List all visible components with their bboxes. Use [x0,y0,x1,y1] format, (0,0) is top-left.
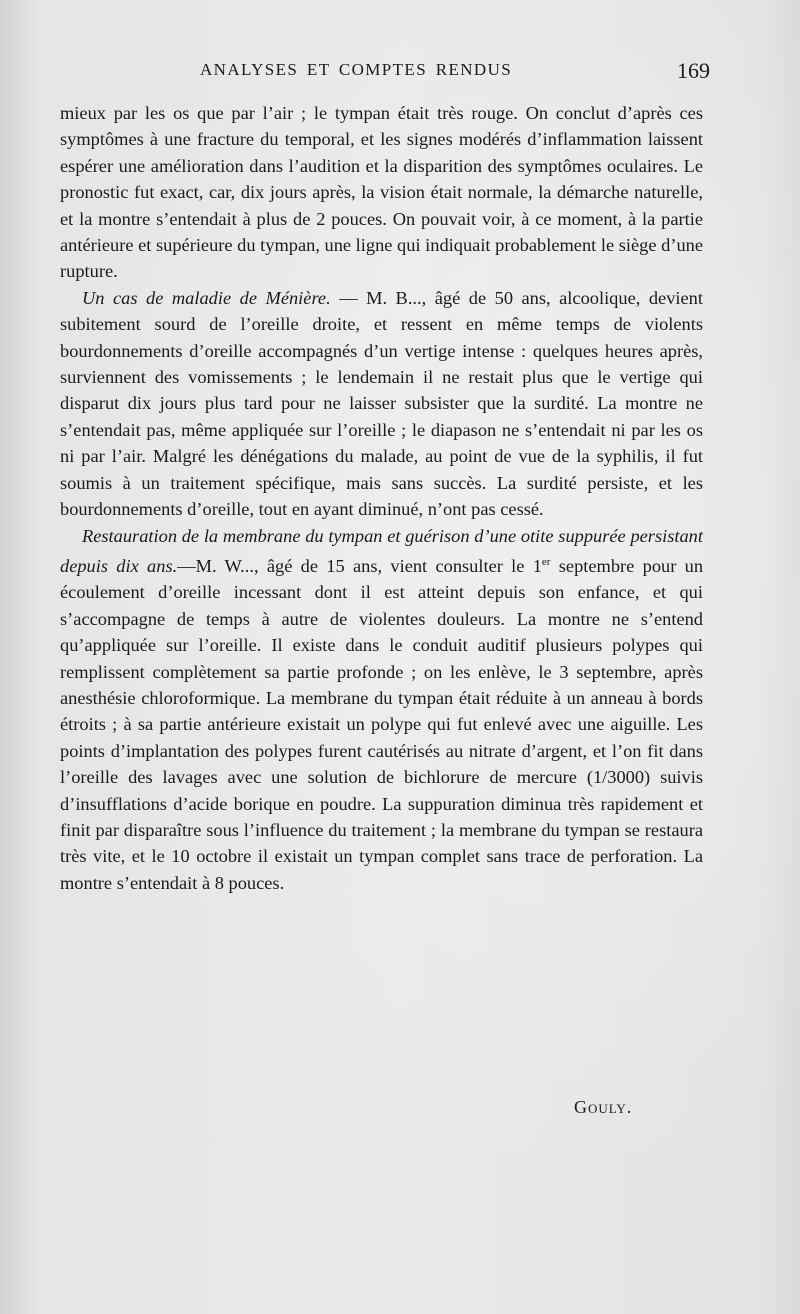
paragraph-text: septembre pour un écoulement d’oreille incessant dont il est atteint depuis son enfance, et qui s’accompagne de temps à autre de violentes douleurs. La montre ne s’entend qu’appliquée sur l’oreille. Il existe dans le conduit auditif plusieurs polypes qui remplissent complètement sa partie profonde ; on les enlève, le 3 septembre, après anesthésie chloroformique. La membrane du tympan était réduite à un anneau à bords étroits ; à sa partie antérieure existait un polype qui fut enlevé avec une aiguille. Les points d’implantation des polypes furent cautérisés au nitrate d’argent, et l’on fit dans l’oreille des lavages avec une solution de bichlorure de mercure (1/3000) suivis d’insufflations d’acide borique en poudre. La suppuration diminua très rapidement et finit par disparaître sous l’influence du traitement ; la membrane du tympan se restaura très vite, et le 10 octobre il existait un tympan complet sans trace de perforation. La montre s’entendait à 8 pouces. [60,555,704,893]
page-number: 169 [677,58,710,83]
paragraph-tympan-restoration [60,523,703,897]
ordinal-superscript: er [541,555,551,568]
paragraph-meniere-case [60,285,703,523]
article-body [60,100,703,896]
paragraph-fracture-conclusion [60,100,703,285]
author-signature: Gouly. [574,1097,633,1117]
page-header [200,60,710,86]
paragraph-text: mieux par les os que par l’air ; le tympan était très rouge. On conclut d’après ces symptômes à une fracture du temporal, et les signes modérés d’inflammation laissent espérer une amélioration dans l’audition et la disparition des symptômes oculaires. Le pronostic fut exact, car, dix jours après, la vision était normale, la démarche naturelle, et la montre s’entendait à plus de 2 pouces. On pouvait voir, à ce moment, à la partie antérieure et supérieure du tympan, une ligne qui indiquait probablement le siège d’une rupture. [60,103,703,282]
section-title-meniere: Un cas de maladie de Ménière. [82,287,331,308]
paragraph-text: — M. B..., âgé de 50 ans, alcoolique, devient subitement sourd de l’oreille droite, et ressent en même temps de violents bourdonnements d’oreille accompagnés d’un vertige intense : quelques heures après, surviennent des vomissements ; le lendemain il ne restait plus que le vertige qui disparut dix jours plus tard pour ne laisser subsister que la surdité. La montre ne s’entendait pas, même appliquée sur l’oreille ; le diapason ne s’entendait ni par les os ni par l’air. Malgré les dénégations du malade, au point de vue de la syphilis, il fut soumis à un traitement spécifique, mais sans succès. La surdité persiste, et les bourdonnements d’oreille, tout en ayant diminué, n’ont pas cessé. [60,287,703,520]
paragraph-text: —M. W..., âgé de 15 ans, vient consulter le 1 [177,555,542,576]
section-title-tympan: Restauration de la membrane du tympan et guérison d’une otite suppurée persistant depuis dix ans. [60,525,703,576]
running-title: ANALYSES ET COMPTES RENDUS [200,60,513,79]
